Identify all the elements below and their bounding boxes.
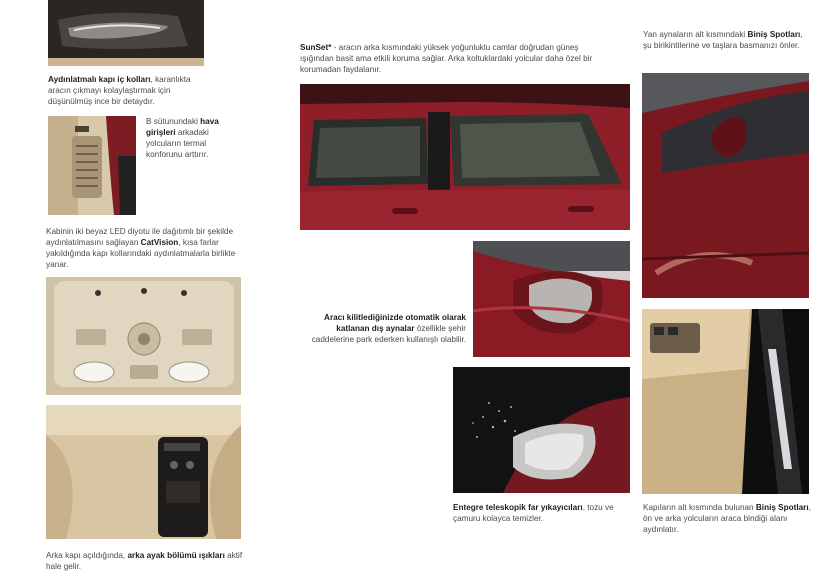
air-vent-photo — [48, 116, 136, 215]
door-spot-photo — [642, 309, 809, 494]
footwell-light-photo — [46, 405, 241, 539]
caption-bold: CatVision — [140, 238, 179, 247]
caption-bold: SunSet* — [300, 43, 332, 52]
caption-bold: Entegre teleskopik far yıkayıcıları — [453, 503, 583, 512]
mirror-spot-photo — [642, 73, 809, 298]
folding-mirror-photo — [473, 241, 630, 357]
caption-bold: Biniş Spotları — [755, 503, 809, 512]
catvision-caption — [46, 226, 246, 270]
caption-text: , ön ve arka yolcuların araca bindiği alanı aydınlatır. — [643, 503, 811, 534]
door-spots-caption — [643, 502, 815, 535]
footwell-caption — [46, 550, 246, 572]
caption-bold: Biniş Spotları — [747, 30, 801, 39]
caption-bold: Aydınlatmalı kapı iç kolları — [48, 75, 151, 84]
catvision-photo — [46, 277, 241, 395]
caption-bold: hava girişleri — [146, 117, 219, 137]
mirror-spots-caption — [643, 29, 811, 51]
caption-text: , tozu ve çamuru kolayca temizler. — [453, 503, 614, 523]
caption-pre: B sütunundaki — [146, 117, 201, 126]
caption-pre: Yan aynaların alt kısmındaki — [643, 30, 748, 39]
caption-text: aktif hale gelir. — [46, 551, 243, 571]
folding-mirror-caption — [300, 312, 466, 345]
door-handle-photo — [48, 0, 204, 66]
caption-text: , kısa farlar yakıldığında kapı kollarındaki aydınlatmalarla birlikte yanar. — [46, 238, 236, 269]
caption-text: , karanlıkta aracın çıkmayı kolaylaştırmak için düşünülmüş ince bir detaydır. — [48, 75, 191, 106]
door-handle-caption — [48, 74, 213, 107]
caption-bold: Aracı kilitlediğinizde otomatik olarak katlanan dış aynalar — [324, 313, 466, 333]
air-vent-caption — [146, 116, 228, 160]
caption-text: , şu birikintilerine ve taşlara basmanızı önler. — [643, 30, 803, 50]
sunset-caption — [300, 42, 600, 75]
caption-text: özellikle şehir caddelerine park ederken kullanışlı olabilir. — [311, 324, 466, 344]
sunset-glass-photo — [300, 84, 630, 230]
caption-text: - aracın arka kısmındaki yüksek yoğunluklu camlar doğrudan güneş ışığından basit ama etkili koruma sağlar. Arka koltuklardaki yolcular daha özel bir korumadan faydalanır. — [300, 43, 593, 74]
caption-pre: Arka kapı açıldığında, — [46, 551, 128, 560]
caption-text: arkadaki yolcuların termal konforunu arttırır. — [146, 128, 209, 159]
caption-bold: arka ayak bölümü ışıkları — [127, 551, 225, 560]
caption-pre: Kabinin iki beyaz LED diyotu ile dağıtımlı bir şekilde aydınlatılmasını sağlayan — [46, 227, 234, 247]
headlight-washer-photo — [453, 367, 630, 493]
caption-pre: Kapıların alt kısmında bulunan — [643, 503, 756, 512]
headlight-washer-caption — [453, 502, 633, 524]
